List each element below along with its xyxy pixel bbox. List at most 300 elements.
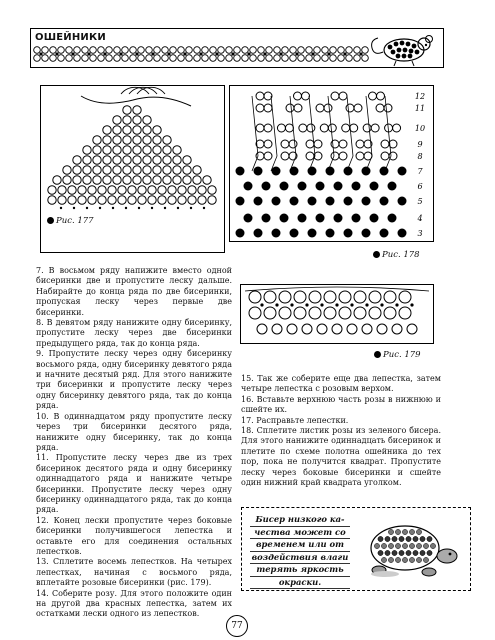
tip-box — [241, 507, 471, 591]
bead — [119, 52, 122, 55]
bead — [330, 47, 337, 54]
bead — [194, 47, 201, 54]
bead — [266, 47, 273, 54]
bead — [381, 543, 386, 548]
thread-line — [245, 287, 429, 291]
bead — [249, 307, 261, 319]
bead — [354, 291, 366, 303]
step-18: 18. Сплетите листик розы из зеленого бисера. Для этого нанижите одиннадцать бисеринок и плетите по схеме полотна ошейника до тех пор, пока не получится квадрат. Пропустите леску через боковые бисеринки и сшейте один нижний край квадрата уголком. — [241, 426, 441, 488]
tip-line: воздействия влаги — [250, 552, 350, 565]
bead — [74, 55, 81, 62]
bead — [413, 536, 418, 541]
bead — [98, 196, 106, 204]
bead — [114, 55, 121, 62]
bead — [170, 55, 177, 62]
bead — [114, 47, 121, 54]
bead — [183, 52, 186, 55]
bead-filled — [272, 197, 281, 206]
row-number-label: 5 — [417, 197, 423, 206]
bead — [294, 291, 306, 303]
bead — [153, 146, 161, 154]
bead — [153, 126, 161, 134]
bead — [198, 186, 206, 194]
bead — [257, 324, 267, 334]
bead-dot — [151, 207, 153, 209]
figure-177-bead-diagram — [41, 86, 224, 252]
bead-dot — [410, 303, 413, 306]
instructions-left-column — [36, 266, 232, 620]
bead — [113, 166, 121, 174]
bead — [298, 47, 305, 54]
step-10: 10. В одиннадцатом ряду пропустите леску через три бисеринки десятого ряда, нанижите одну бисеринку, так до конца ряда. — [36, 411, 232, 452]
bead — [208, 196, 216, 204]
bead — [123, 156, 131, 164]
bead — [58, 55, 65, 62]
bead — [306, 47, 313, 54]
bullet-dot-icon — [373, 251, 380, 258]
bead — [331, 92, 339, 100]
bead — [294, 307, 306, 319]
bead — [384, 104, 392, 112]
bead — [93, 176, 101, 184]
bead — [427, 536, 432, 541]
bead — [122, 55, 129, 62]
bead — [74, 47, 81, 54]
bead — [309, 291, 321, 303]
bead — [226, 55, 233, 62]
bead — [264, 152, 272, 160]
bead — [258, 55, 265, 62]
bead-filled — [254, 197, 263, 206]
row-number-label: 6 — [417, 182, 423, 191]
bead — [143, 156, 151, 164]
bead — [231, 52, 234, 55]
bead — [413, 550, 418, 555]
bead — [103, 166, 111, 174]
bead — [416, 543, 421, 548]
step-16: 16. Вставьте верхнюю часть розы в нижнюю и сшейте их. — [241, 394, 441, 415]
bead-filled — [388, 182, 397, 191]
thread-arc — [129, 87, 157, 94]
row-number-label: 12 — [414, 92, 426, 101]
bead — [279, 291, 291, 303]
bead — [123, 146, 131, 154]
turtle-leg — [422, 568, 436, 576]
bead — [143, 116, 151, 124]
bead — [113, 156, 121, 164]
bead — [332, 324, 342, 334]
bead — [90, 47, 97, 54]
bead — [264, 92, 272, 100]
bead — [135, 52, 138, 55]
bead — [339, 140, 347, 148]
bead — [392, 536, 397, 541]
bead — [282, 55, 289, 62]
bead — [359, 52, 362, 55]
bead — [133, 166, 141, 174]
bead — [388, 529, 393, 534]
row-number-label: 4 — [417, 214, 423, 223]
bead — [143, 176, 151, 184]
bead — [153, 166, 161, 174]
bead — [279, 307, 291, 319]
beaded-mouse-illustration — [368, 30, 442, 68]
page-number: 77 — [226, 615, 248, 637]
bead — [282, 47, 289, 54]
tip-line: Бисер низкого ка- — [250, 514, 350, 527]
bead-filled — [370, 214, 379, 223]
bead-filled — [254, 167, 263, 176]
bead — [183, 176, 191, 184]
bead — [307, 124, 315, 132]
bead — [153, 136, 161, 144]
bead-filled — [280, 214, 289, 223]
bead — [143, 136, 151, 144]
bead — [138, 55, 145, 62]
bead — [118, 196, 126, 204]
bead-dot — [290, 303, 293, 306]
bead — [416, 557, 421, 562]
bead — [317, 324, 327, 334]
bead — [324, 291, 336, 303]
step-17: 17. Расправьте лепестки. — [241, 415, 349, 425]
bead — [83, 166, 91, 174]
bead — [402, 543, 407, 548]
bead — [258, 47, 265, 54]
row-number-label: 7 — [417, 167, 423, 176]
bead — [133, 176, 141, 184]
bead — [42, 47, 49, 54]
bead — [309, 307, 321, 319]
tip-text — [250, 514, 350, 589]
bead — [407, 324, 417, 334]
bead — [406, 550, 411, 555]
bead — [158, 186, 166, 194]
bead — [34, 55, 41, 62]
bead — [143, 166, 151, 174]
bead-dot — [203, 207, 205, 209]
bead — [256, 92, 264, 100]
bead-filled — [290, 197, 299, 206]
bead — [290, 55, 297, 62]
bead — [163, 156, 171, 164]
bead — [123, 166, 131, 174]
bead — [113, 136, 121, 144]
thread-line — [347, 96, 353, 171]
bead-filled — [380, 197, 389, 206]
bead — [423, 543, 428, 548]
bead — [82, 47, 89, 54]
bead — [66, 47, 73, 54]
figure-178-bead-diagram — [230, 86, 433, 241]
bead — [339, 92, 347, 100]
bead — [399, 291, 411, 303]
bead-dot — [320, 303, 323, 306]
bead-dot — [395, 303, 398, 306]
bead — [73, 166, 81, 174]
bead-filled — [272, 229, 281, 238]
bead — [215, 52, 218, 55]
bead — [324, 307, 336, 319]
bead — [63, 166, 71, 174]
bead — [128, 196, 136, 204]
bead — [395, 543, 400, 548]
bead — [173, 176, 181, 184]
bead — [202, 47, 209, 54]
bead — [399, 536, 404, 541]
bead — [354, 307, 366, 319]
bead — [264, 307, 276, 319]
bead — [322, 55, 329, 62]
bead — [66, 55, 73, 62]
bead — [146, 47, 153, 54]
step-12: 12. Конец лески пропустите через боковые бисеринки получившегося лепестка и оставьте его для соединения остальных лепестков. — [36, 515, 232, 556]
bead — [203, 176, 211, 184]
bead — [194, 55, 201, 62]
bead — [306, 140, 314, 148]
bead — [106, 55, 113, 62]
bead — [186, 47, 193, 54]
bead — [322, 47, 329, 54]
bead-filled — [236, 197, 245, 206]
bead — [381, 152, 389, 160]
bead-filled — [244, 182, 253, 191]
bead-filled — [308, 167, 317, 176]
row-number-label: 10 — [414, 124, 426, 133]
bead — [82, 55, 89, 62]
bead-filled — [308, 197, 317, 206]
bead — [266, 55, 273, 62]
bead — [339, 291, 351, 303]
bead — [128, 186, 136, 194]
bead — [103, 126, 111, 134]
bead — [93, 146, 101, 154]
bead — [218, 47, 225, 54]
bead — [98, 47, 105, 54]
bead — [234, 55, 241, 62]
bead — [392, 324, 402, 334]
bead — [133, 136, 141, 144]
bead-filled — [380, 229, 389, 238]
bead — [302, 92, 310, 100]
bead — [78, 196, 86, 204]
bead — [183, 166, 191, 174]
bead-dot — [138, 207, 140, 209]
bead — [388, 543, 393, 548]
bead — [78, 186, 86, 194]
bead — [193, 166, 201, 174]
bead — [306, 152, 314, 160]
bead — [173, 146, 181, 154]
bead — [154, 55, 161, 62]
bead — [133, 116, 141, 124]
figure-177-box — [40, 85, 225, 253]
bead-filled — [398, 167, 407, 176]
bead — [73, 176, 81, 184]
bead — [416, 529, 421, 534]
bead — [154, 47, 161, 54]
bead — [178, 55, 185, 62]
bead — [250, 47, 257, 54]
bead — [346, 55, 353, 62]
bead-dot — [73, 207, 75, 209]
tip-line: чества может со — [250, 527, 350, 540]
bead-filled — [362, 197, 371, 206]
bead — [392, 550, 397, 555]
bead — [247, 52, 250, 55]
bead — [294, 104, 302, 112]
bead — [274, 55, 281, 62]
bead — [163, 176, 171, 184]
bead — [264, 104, 272, 112]
bead — [320, 124, 328, 132]
bead — [316, 104, 324, 112]
bead — [286, 104, 294, 112]
step-13: 13. Сплетите восемь лепестков. На четырех лепестках, начиная с восьмого ряда, вплетайте розовые бисеринки (рис. 179). — [36, 557, 232, 588]
bead — [298, 55, 305, 62]
bead — [93, 136, 101, 144]
bead — [311, 52, 314, 55]
bead — [327, 52, 330, 55]
bead-dot — [275, 303, 278, 306]
thread-line — [252, 96, 258, 171]
row-number-label: 8 — [417, 152, 423, 161]
bead — [68, 196, 76, 204]
bead — [168, 196, 176, 204]
bead — [281, 152, 289, 160]
bead-dot — [365, 303, 368, 306]
thread-line — [271, 96, 277, 171]
bead — [58, 186, 66, 194]
bead — [53, 176, 61, 184]
bead — [356, 152, 364, 160]
bead — [346, 104, 354, 112]
bead — [88, 186, 96, 194]
bead-filled — [362, 229, 371, 238]
turtle-eye — [449, 553, 452, 556]
bead — [73, 156, 81, 164]
bead-filled — [344, 229, 353, 238]
bead-filled — [298, 214, 307, 223]
bead — [143, 146, 151, 154]
bead — [83, 176, 91, 184]
bead — [242, 55, 249, 62]
bead-filled — [298, 182, 307, 191]
bead — [106, 47, 113, 54]
bead-filled — [326, 167, 335, 176]
bead — [208, 186, 216, 194]
bead — [168, 186, 176, 194]
step-9: 9. Пропустите леску через одну бисеринку восьмого ряда, одну бисеринку девятого ряда и начните десятый ряд. Для этого нанижите три бисеринки и пропустите леску через одну бисеринку девятого ряда, так до конца ряда. — [36, 349, 232, 411]
bead — [34, 47, 41, 54]
bead — [188, 186, 196, 194]
bead — [210, 55, 217, 62]
bead — [406, 536, 411, 541]
figure-178-box — [229, 85, 434, 242]
bead — [369, 92, 377, 100]
bead-filled — [262, 214, 271, 223]
bead — [347, 324, 357, 334]
bead — [55, 52, 58, 55]
bead — [48, 186, 56, 194]
bead — [294, 92, 302, 100]
bead — [170, 47, 177, 54]
bead-filled — [308, 229, 317, 238]
bead-dot — [260, 303, 263, 306]
bead — [427, 550, 432, 555]
bead — [162, 47, 169, 54]
row-number-label: 9 — [417, 140, 423, 149]
bead — [420, 550, 425, 555]
bead — [122, 47, 129, 54]
bead — [113, 116, 121, 124]
bead — [393, 124, 401, 132]
bead — [178, 196, 186, 204]
bead-filled — [352, 182, 361, 191]
bead — [151, 52, 154, 55]
bead — [138, 186, 146, 194]
bead — [130, 47, 137, 54]
bead — [183, 156, 191, 164]
bead — [173, 166, 181, 174]
bead — [162, 55, 169, 62]
bead — [385, 550, 390, 555]
bead — [362, 324, 372, 334]
bead — [256, 124, 264, 132]
bead-filled — [326, 229, 335, 238]
bead — [113, 176, 121, 184]
step-14: 14. Соберите розу. Для этого положите один на другой два красных лепестка, затем их остатками лески одного из лепестков. — [36, 588, 232, 619]
bead — [279, 52, 282, 55]
bead — [148, 196, 156, 204]
bead — [130, 55, 137, 62]
bead — [289, 140, 297, 148]
bead — [218, 55, 225, 62]
bead — [272, 324, 282, 334]
bead — [148, 186, 156, 194]
bead — [39, 52, 42, 55]
bead — [331, 152, 339, 160]
row-number-label: 3 — [417, 229, 423, 238]
bead — [250, 55, 257, 62]
bead — [198, 196, 206, 204]
bead-dot — [164, 207, 166, 209]
bead — [328, 124, 336, 132]
bead — [302, 324, 312, 334]
bead-filled — [236, 229, 245, 238]
bead — [374, 543, 379, 548]
bead-dot — [86, 207, 88, 209]
bead-dot — [305, 303, 308, 306]
bead — [290, 47, 297, 54]
figure-179-box — [240, 284, 434, 344]
bead — [385, 536, 390, 541]
bead — [409, 529, 414, 534]
bead-dot — [125, 207, 127, 209]
bead — [277, 124, 285, 132]
bead — [354, 55, 361, 62]
bead — [338, 47, 345, 54]
bead — [339, 307, 351, 319]
instructions-right-column — [241, 374, 441, 488]
bead — [163, 136, 171, 144]
bead-filled — [334, 182, 343, 191]
bead-dot — [60, 207, 62, 209]
bead — [354, 47, 361, 54]
bead — [138, 196, 146, 204]
beaded-turtle-illustration — [355, 512, 465, 586]
bead — [402, 529, 407, 534]
